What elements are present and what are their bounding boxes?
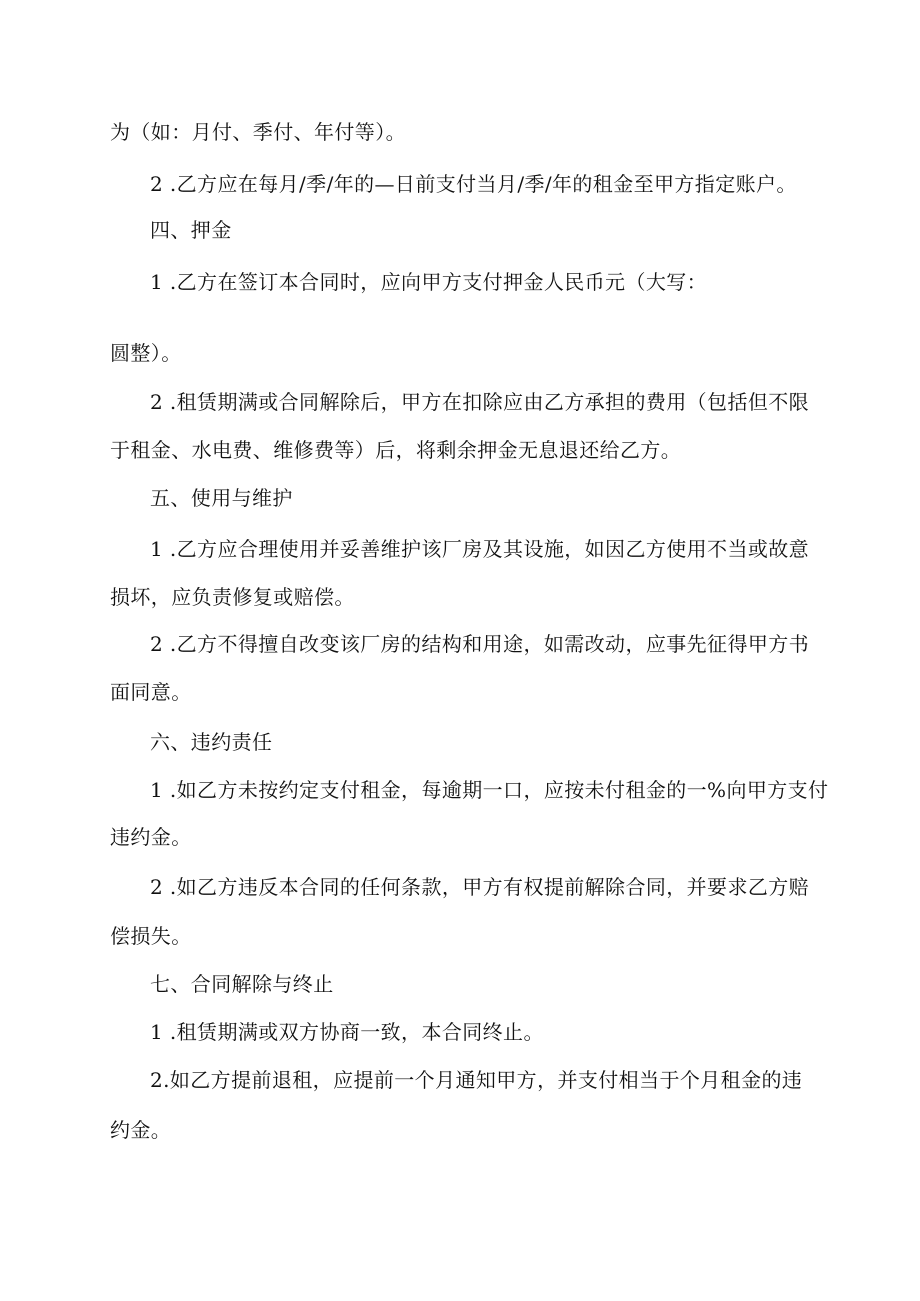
section-heading-use-maintenance: 五、使用与维护: [150, 486, 293, 510]
text-line-late-payment-cont: 违约金。: [110, 825, 192, 849]
text-line-no-alteration-cont: 面同意。: [110, 680, 192, 704]
text-line-late-payment: 1 .如乙方未按约定支付租金，每逾期一口，应按未付租金的一%向甲方支付: [150, 778, 829, 802]
text-line-early-exit-cont: 约金。: [110, 1118, 172, 1142]
text-line-proper-use-cont: 损坏，应负责修复或赔偿。: [110, 585, 355, 609]
text-line-rent-due-date: 2 .乙方应在每月/季/年的—日前支付当月/季/年的租金至甲方指定账户。: [150, 172, 797, 196]
text-line-payment-method-cont: 为（如：月付、季付、年付等）。: [110, 120, 406, 144]
text-line-violation: 2 .如乙方违反本合同的任何条款，甲方有权提前解除合同，并要求乙方赔: [150, 875, 810, 899]
text-line-deposit-refund: 2 .租赁期满或合同解除后，甲方在扣除应由乙方承担的费用（包括但不限: [150, 390, 810, 414]
text-line-deposit-refund-cont: 于租金、水电费、维修费等）后，将剩余押金无息退还给乙方。: [110, 438, 682, 462]
text-line-no-alteration: 2 .乙方不得擅自改变该厂房的结构和用途，如需改动，应事先征得甲方书: [150, 632, 810, 656]
text-line-expiry: 1 .租赁期满或双方协商一致，本合同终止。: [150, 1020, 544, 1044]
text-line-violation-cont: 偿损失。: [110, 924, 192, 948]
section-heading-breach: 六、违约责任: [150, 730, 273, 754]
text-line-proper-use: 1 .乙方应合理使用并妥善维护该厂房及其设施，如因乙方使用不当或故意: [150, 537, 810, 561]
section-heading-deposit: 四、押金: [150, 218, 232, 242]
text-line-early-exit: 2.如乙方提前退租，应提前一个月通知甲方，并支付相当于个月租金的违: [150, 1068, 803, 1092]
text-line-deposit-amount: 1 .乙方在签订本合同时，应向甲方支付押金人民币元（大写：: [150, 270, 708, 294]
text-line-deposit-amount-cont: 圆整）。: [110, 341, 182, 365]
section-heading-termination: 七、合同解除与终止: [150, 972, 334, 996]
